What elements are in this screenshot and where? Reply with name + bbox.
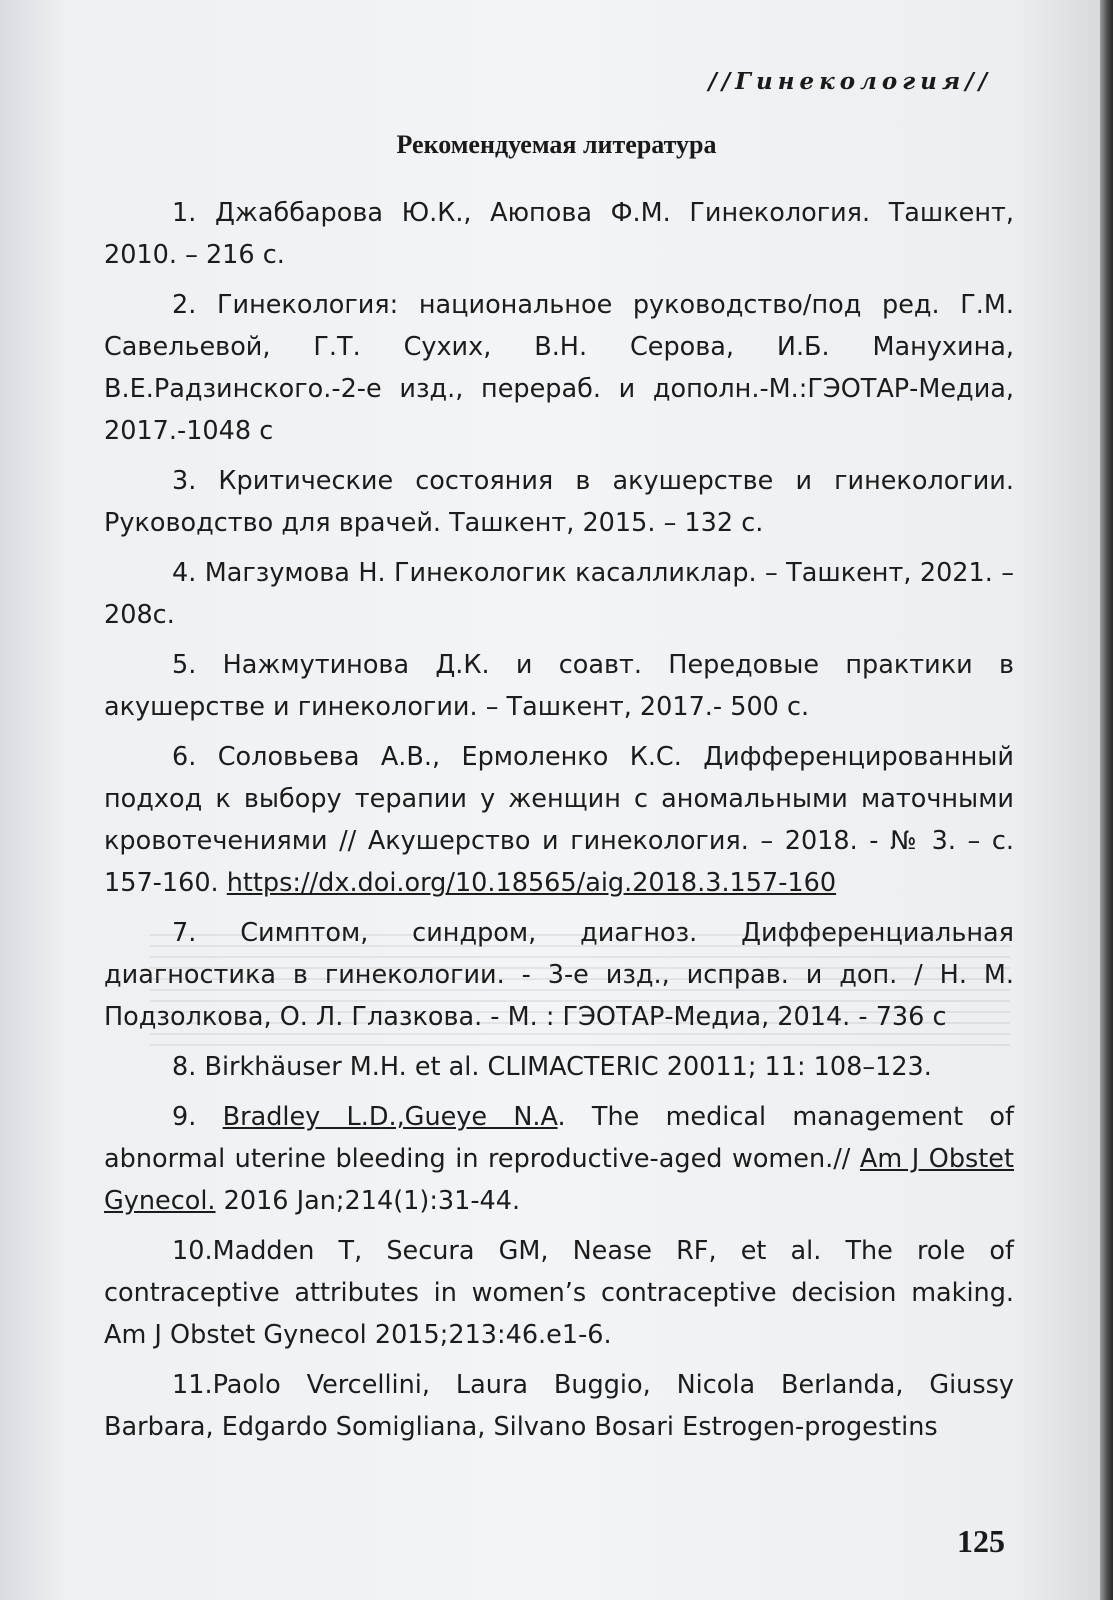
reference-item: [104, 1364, 1014, 1448]
reference-text: 2016 Jan;214(1):31-44.: [215, 1186, 521, 1216]
reference-link[interactable]: https://dx.doi.org/10.18565/aig.2018.3.157-160: [226, 868, 837, 898]
reference-text: Соловьева А.В., Ермоленко К.С. Дифференцированный подход к выбору терапии у женщин с аномальными маточными кровотечениями // Акушерство и гинекология. – 2018. - № 3. – с. 157-160.: [104, 742, 1014, 898]
section-heading: Рекомендуемая литература: [396, 130, 717, 159]
reference-text: Paolo Vercellini, Laura Buggio, Nicola Berlanda, Giussy Barbara, Edgardo Somigliana, Silvano Bosari Estrogen-progestins: [104, 1370, 1014, 1442]
reference-number: 3.: [172, 466, 197, 496]
page-number: 125: [957, 1523, 1005, 1559]
reference-link[interactable]: Am J Obstet Gynecol.: [104, 1144, 1014, 1216]
reference-text: Критические состояния в акушерстве и гинекологии. Руководство для врачей. Ташкент, 2015. – 132 с.: [104, 466, 1014, 538]
reference-text: Нажмутинова Д.К. и соавт. Передовые практики в акушерстве и гинекологии. – Ташкент, 2017.- 500 с.: [104, 650, 1014, 722]
reference-number: 9.: [172, 1102, 197, 1132]
reference-item: [104, 644, 1014, 728]
reference-list: [104, 192, 1014, 1456]
page-edge-shadow: [1100, 0, 1113, 1600]
reference-item: [104, 912, 1014, 1038]
reference-number: 4.: [172, 558, 197, 588]
reference-item: [104, 460, 1014, 544]
reference-number: 10.: [172, 1236, 213, 1266]
reference-text: Джаббарова Ю.К., Аюпова Ф.М. Гинекология. Ташкент, 2010. – 216 с.: [104, 198, 1014, 270]
reference-number: 7.: [172, 918, 197, 948]
reference-item: [104, 192, 1014, 276]
running-head: //Гинекология//: [708, 68, 992, 95]
reference-text: Симптом, синдром, диагноз. Дифференциальная диагностика в гинекологии. - 3-е изд., исправ. и доп. / Н. М. Подзолкова, О. Л. Глазкова. - М. : ГЭОТАР-Медиа, 2014. - 736 с: [104, 918, 1014, 1032]
reference-number: 6.: [172, 742, 197, 772]
reference-item: [104, 1046, 1014, 1088]
reference-item: [104, 736, 1014, 904]
reference-text: . The medical management of abnormal uterine bleeding in reproductive-aged women.//: [104, 1102, 1015, 1174]
reference-number: 11.: [172, 1370, 213, 1400]
reference-number: 5.: [172, 650, 197, 680]
reference-link[interactable]: Bradley L.D.,Gueye N.A: [222, 1102, 558, 1132]
reference-number: 8.: [172, 1052, 197, 1082]
reference-text: Магзумова Н. Гинекологик касалликлар. – Ташкент, 2021. – 208с.: [104, 558, 1014, 630]
reference-text: Гинекология: национальное руководство/под ред. Г.М. Савельевой, Г.Т. Сухих, В.Н. Серова, И.Б. Манухина, В.Е.Радзинского.-2-е изд., перераб. и дополн.-М.:ГЭОТАР-Медиа, 2017.-1048 с: [104, 290, 1014, 446]
reference-item: [104, 1230, 1014, 1356]
reference-text: [196, 1102, 222, 1132]
reference-item: [104, 284, 1014, 452]
reference-text: Madden T, Secura GM, Nease RF, et al. The role of contraceptive attributes in women’s contraceptive decision making. Am J Obstet Gynecol 2015;213:46.e1-6.: [104, 1236, 1014, 1350]
reference-item: [104, 1096, 1014, 1222]
reference-text: Birkhäuser M.H. et al. CLIMACTERIC 20011; 11: 108–123.: [196, 1052, 932, 1082]
reference-item: [104, 552, 1014, 636]
reference-number: 1.: [172, 198, 197, 228]
reference-number: 2.: [172, 290, 197, 320]
